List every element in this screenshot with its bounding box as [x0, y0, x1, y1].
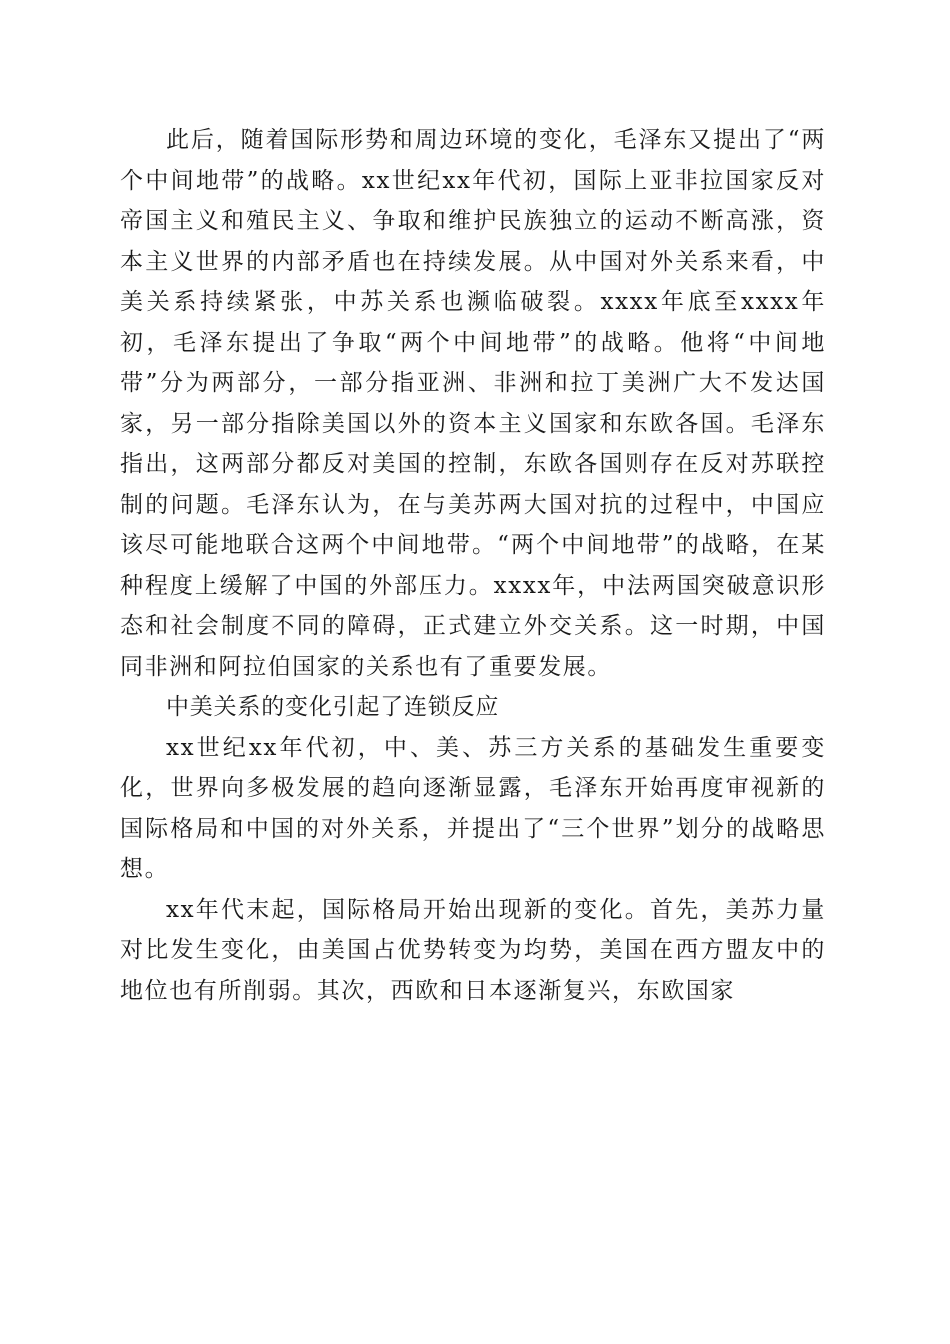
paragraph-two-intermediate-zones: 此后，随着国际形势和周边环境的变化，毛泽东又提出了“两个中间地带”的战略。xx世纪xx年代初，国际上亚非拉国家反对帝国主义和殖民主义、争取和维护民族独立的运动不断高涨，资本主义世界的内部矛盾也在持续发展。从中国对外关系来看，中美关系持续紧张，中苏关系也濒临破裂。xxxx年底至xxxx年初，毛泽东提出了争取“两个中间地带”的战略。他将“中间地带”分为两部分，一部分指亚洲、非洲和拉丁美洲广大不发达国家，另一部分指除美国以外的资本主义国家和东欧各国。毛泽东指出，这两部分都反对美国的控制，东欧各国则存在反对苏联控制的问题。毛泽东认为，在与美苏两大国对抗的过程中，中国应该尽可能地联合这两个中间地带。“两个中间地带”的战略，在某种程度上缓解了中国的外部压力。xxxx年，中法两国突破意识形态和社会制度不同的障碍，正式建立外交关系。这一时期，中国同非洲和阿拉伯国家的关系也有了重要发展。: [120, 127, 826, 680]
paragraph-three-worlds: xx世纪xx年代初，中、美、苏三方关系的基础发生重要变化，世界向多极发展的趋向逐渐显露，毛泽东开始再度审视新的国际格局和中国的对外关系，并提出了“三个世界”划分的战略思想。: [120, 734, 826, 882]
section-heading: 中美关系的变化引起了连锁反应: [166, 694, 500, 720]
document-body: [120, 120, 826, 1011]
paragraph-new-international-pattern: xx年代末起，国际格局开始出现新的变化。首先，美苏力量对比发生变化，由美国占优势转变为均势，美国在西方盟友中的地位也有所削弱。其次，西欧和日本逐渐复兴，东欧国家: [120, 896, 826, 1004]
